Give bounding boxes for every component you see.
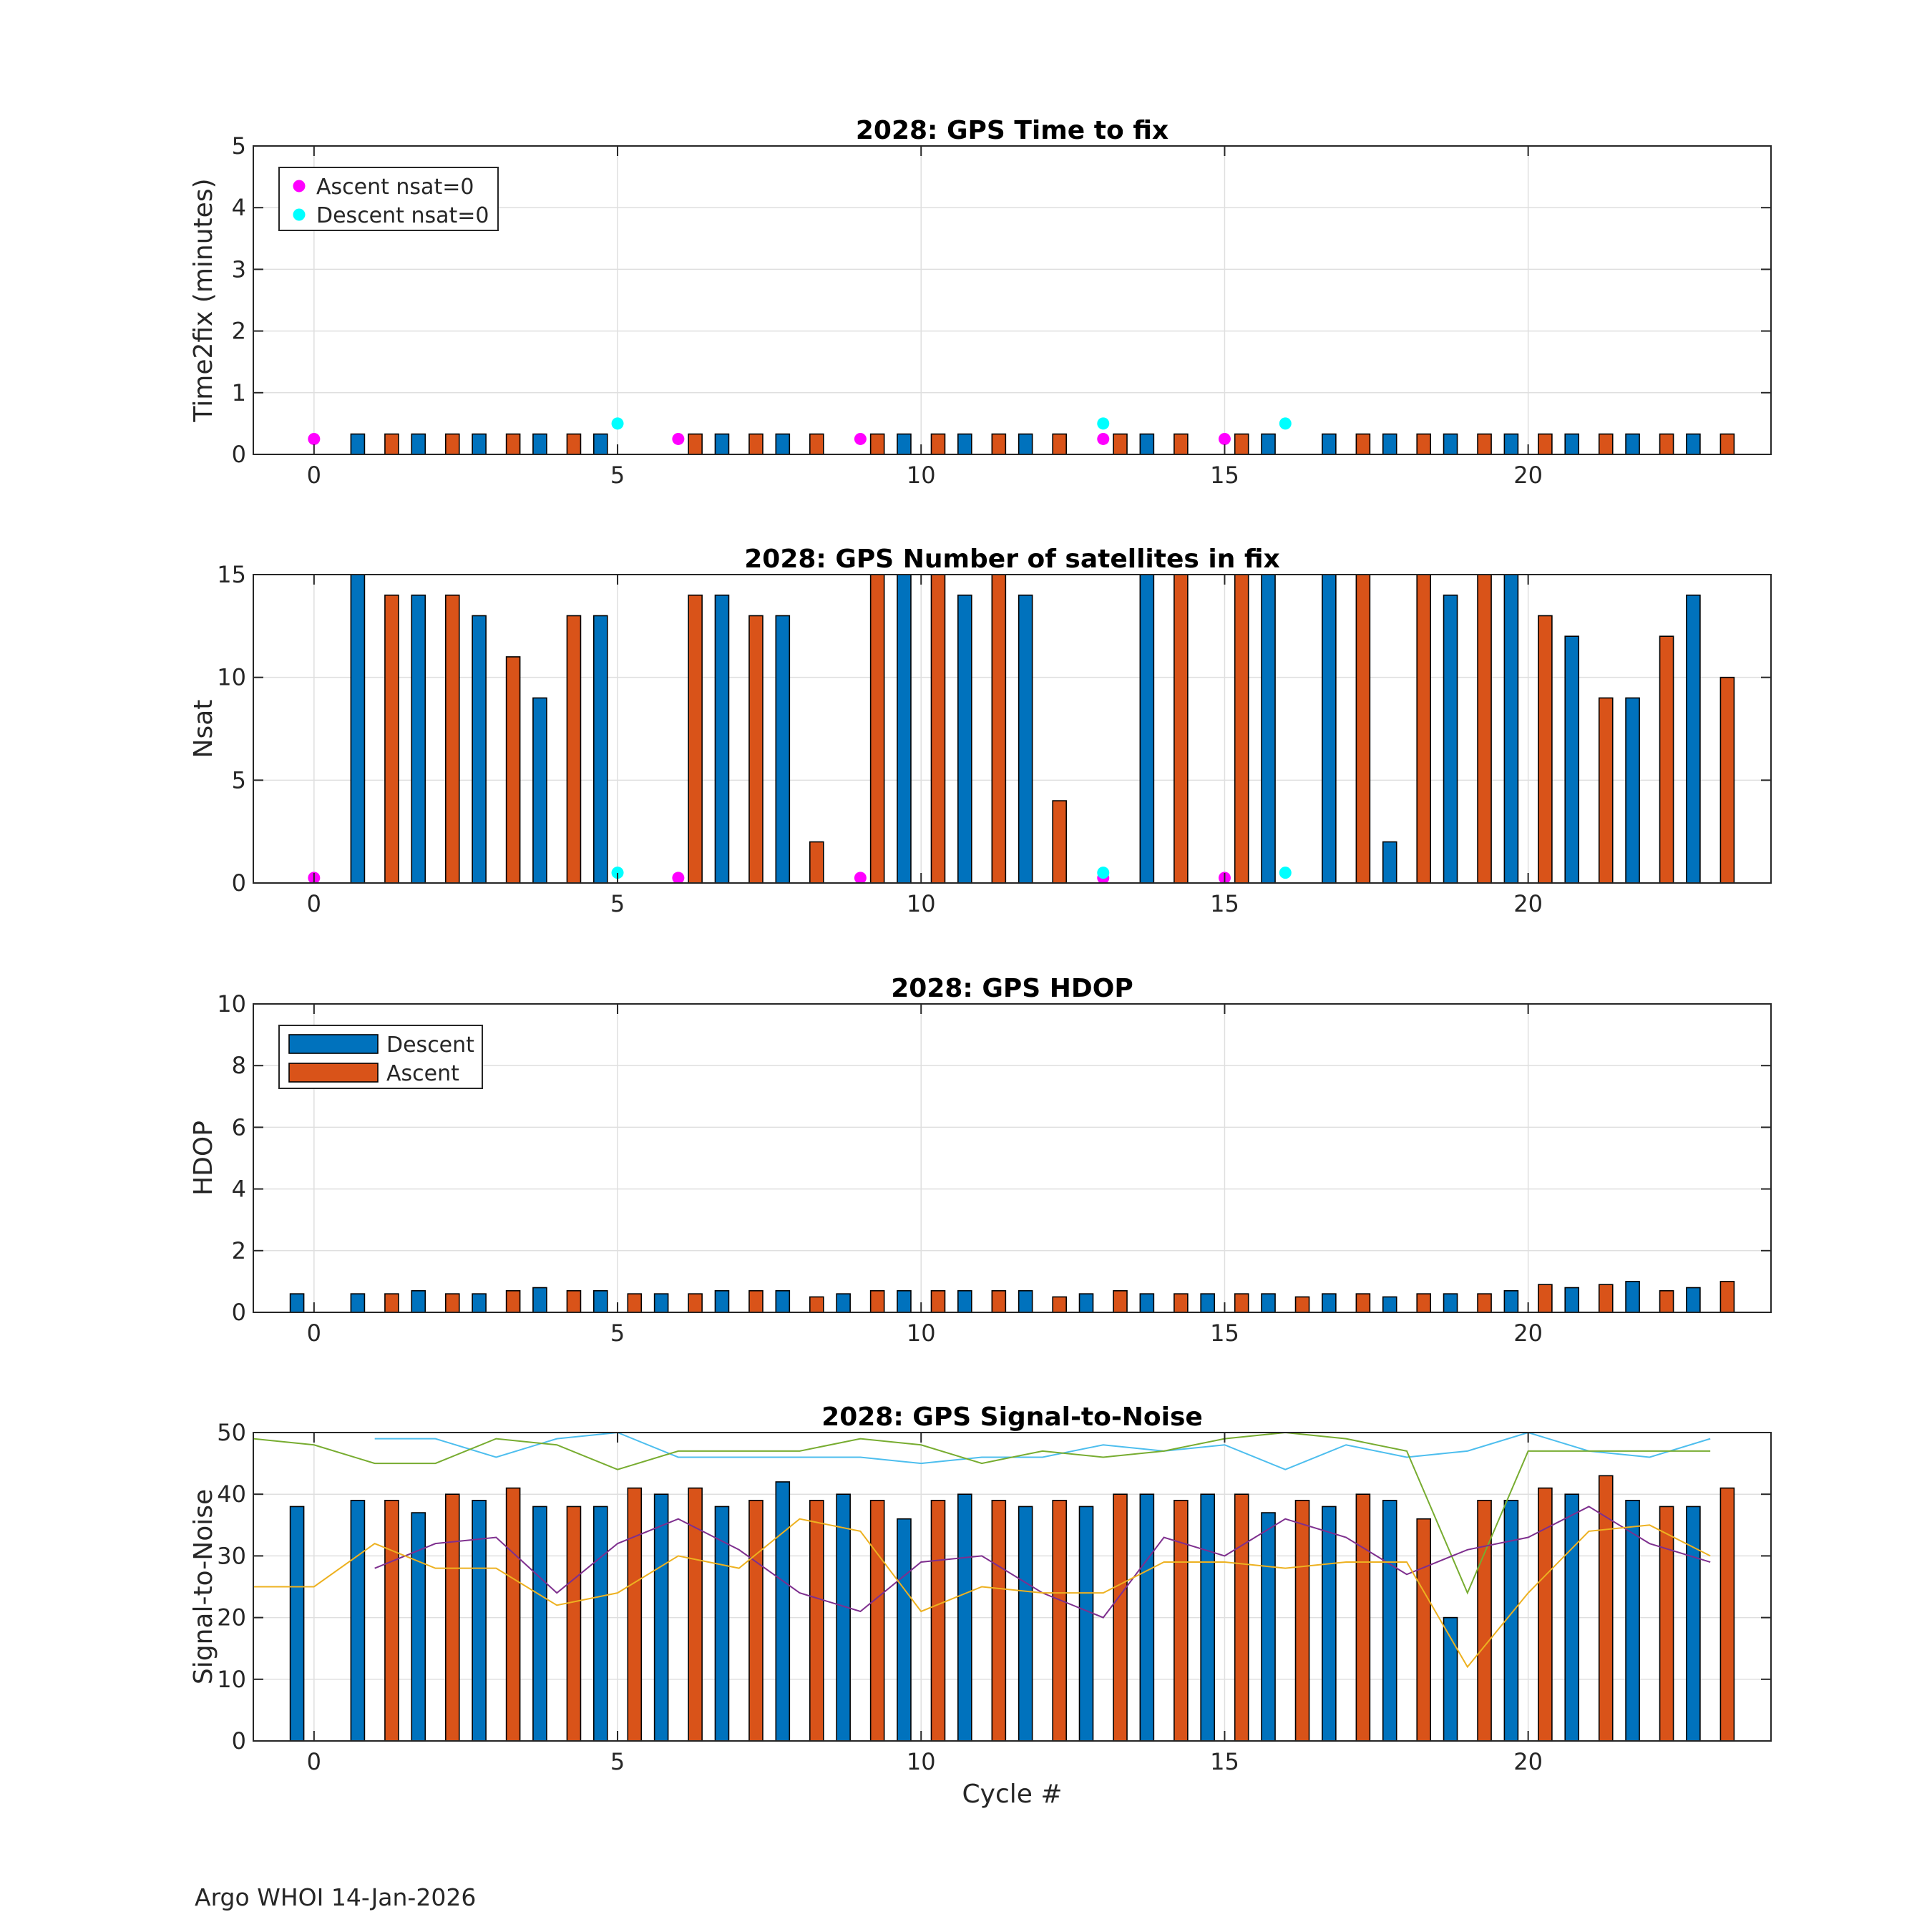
y-axis-label: HDOP — [189, 1121, 218, 1196]
bar-ascent-6 — [688, 1488, 702, 1741]
bar-ascent-8 — [810, 1501, 824, 1741]
bar-ascent-20 — [1538, 1284, 1552, 1312]
bar-ascent-14 — [1174, 1501, 1188, 1741]
bar-descent-0 — [291, 1506, 304, 1741]
plot-area — [308, 575, 1734, 884]
x-tick-label: 15 — [1210, 1319, 1239, 1347]
bar-ascent-3 — [507, 1488, 520, 1741]
bar-descent-10 — [897, 575, 911, 883]
marker-descent_nsat0-16 — [1279, 867, 1292, 879]
bar-descent-10 — [897, 434, 911, 454]
plot-area — [308, 417, 1734, 454]
legend-marker-ascent_nsat0 — [293, 180, 306, 192]
marker-descent_nsat0-13 — [1097, 417, 1109, 429]
bar-descent-5 — [594, 1291, 608, 1312]
x-tick-label: 5 — [610, 1319, 625, 1347]
bar-ascent-22 — [1660, 1291, 1674, 1312]
x-tick-label: 0 — [306, 890, 322, 917]
bar-descent-19 — [1444, 434, 1458, 454]
bar-ascent-7 — [749, 434, 763, 454]
bar-ascent-3 — [507, 657, 520, 883]
bar-descent-14 — [1140, 1494, 1153, 1741]
bar-ascent-3 — [507, 1291, 520, 1312]
x-tick-label: 0 — [306, 462, 322, 489]
bar-descent-16 — [1262, 434, 1275, 454]
bar-descent-9 — [836, 1494, 850, 1741]
marker-ascent_nsat0-9 — [854, 433, 867, 445]
bar-descent-13 — [1080, 1506, 1093, 1741]
bar-ascent-20 — [1538, 615, 1552, 883]
bar-ascent-18 — [1417, 575, 1430, 883]
marker-descent_nsat0-16 — [1279, 417, 1292, 429]
bar-descent-8 — [776, 1291, 789, 1312]
bar-descent-19 — [1444, 1618, 1458, 1741]
footer-label: Argo WHOI 14-Jan-2026 — [195, 1883, 477, 1911]
bar-ascent-1 — [385, 595, 399, 883]
axes-panel-1 — [189, 116, 1771, 489]
bar-descent-18 — [1383, 1501, 1397, 1741]
bar-ascent-2 — [446, 595, 459, 883]
bar-ascent-16 — [1296, 1297, 1309, 1312]
bar-descent-22 — [1626, 1282, 1639, 1312]
bar-ascent-19 — [1478, 575, 1491, 883]
bar-descent-18 — [1383, 434, 1397, 454]
axes-panel-4 — [189, 1402, 1771, 1809]
plot-area — [291, 1282, 1735, 1312]
bar-descent-12 — [1019, 1506, 1033, 1741]
bar-descent-20 — [1504, 1501, 1518, 1741]
bar-ascent-2 — [446, 1294, 459, 1312]
bar-descent-2 — [411, 1291, 425, 1312]
bar-ascent-2 — [446, 1494, 459, 1741]
bar-descent-17 — [1322, 434, 1336, 454]
bar-ascent-11 — [992, 1501, 1005, 1741]
bar-descent-23 — [1687, 1288, 1700, 1312]
x-tick-label: 20 — [1513, 1319, 1543, 1347]
x-tick-label: 20 — [1513, 462, 1543, 489]
bar-descent-21 — [1565, 636, 1579, 883]
bar-descent-6 — [655, 1494, 668, 1741]
bar-descent-17 — [1322, 575, 1336, 883]
bar-ascent-13 — [1113, 1291, 1127, 1312]
y-axis-label: Signal-to-Noise — [189, 1488, 218, 1685]
bar-descent-1 — [351, 1294, 364, 1312]
bar-ascent-4 — [567, 615, 580, 883]
bar-ascent-12 — [1053, 801, 1066, 883]
bar-descent-3 — [472, 615, 486, 883]
y-tick-label: 8 — [231, 1052, 246, 1080]
y-tick-label: 2 — [231, 1236, 246, 1264]
marker-ascent_nsat0-15 — [1219, 433, 1231, 445]
bar-ascent-21 — [1599, 1284, 1613, 1312]
bar-descent-21 — [1565, 1288, 1579, 1312]
bar-ascent-22 — [1660, 434, 1674, 454]
bar-ascent-23 — [1720, 678, 1734, 883]
bar-ascent-10 — [931, 575, 945, 883]
x-tick-label: 20 — [1513, 890, 1543, 917]
y-tick-label: 0 — [231, 869, 246, 897]
bar-descent-7 — [715, 595, 728, 883]
bar-ascent-14 — [1174, 1294, 1188, 1312]
bar-ascent-12 — [1053, 434, 1066, 454]
bar-descent-16 — [1262, 1513, 1275, 1741]
bar-descent-21 — [1565, 1494, 1579, 1741]
bar-descent-1 — [351, 575, 364, 883]
y-tick-label: 30 — [217, 1542, 246, 1570]
bar-ascent-11 — [992, 434, 1005, 454]
y-tick-label: 10 — [217, 1665, 246, 1693]
bar-ascent-8 — [810, 842, 824, 883]
marker-descent_nsat0-13 — [1097, 867, 1109, 879]
bar-descent-16 — [1262, 1294, 1275, 1312]
bar-ascent-22 — [1660, 636, 1674, 883]
bar-ascent-21 — [1599, 698, 1613, 883]
bar-ascent-5 — [628, 1488, 641, 1741]
y-tick-label: 4 — [231, 194, 246, 222]
bar-descent-8 — [776, 1482, 789, 1741]
bar-ascent-3 — [507, 434, 520, 454]
bar-ascent-1 — [385, 1294, 399, 1312]
bar-ascent-14 — [1174, 575, 1188, 883]
bar-ascent-1 — [385, 1501, 399, 1741]
bar-descent-12 — [1019, 434, 1033, 454]
bar-ascent-12 — [1053, 1297, 1066, 1312]
bar-descent-13 — [1080, 1294, 1093, 1312]
y-tick-label: 5 — [231, 132, 246, 160]
y-tick-label: 0 — [231, 1727, 246, 1755]
y-tick-label: 10 — [217, 990, 246, 1018]
bar-descent-2 — [411, 434, 425, 454]
marker-descent_nsat0-5 — [612, 417, 624, 429]
bar-descent-7 — [715, 1291, 728, 1312]
bar-descent-1 — [351, 1501, 364, 1741]
bar-ascent-9 — [871, 1291, 884, 1312]
bar-descent-18 — [1383, 1297, 1397, 1312]
bar-descent-14 — [1140, 575, 1153, 883]
bar-descent-22 — [1626, 434, 1639, 454]
bar-descent-4 — [533, 1288, 547, 1312]
bar-ascent-13 — [1113, 1494, 1127, 1741]
bar-descent-8 — [776, 615, 789, 883]
y-tick-label: 6 — [231, 1113, 246, 1141]
bar-ascent-6 — [688, 434, 702, 454]
bar-descent-20 — [1504, 434, 1518, 454]
chart-title: 2028: GPS Number of satellites in fix — [744, 545, 1280, 574]
bar-ascent-6 — [688, 1294, 702, 1312]
y-tick-label: 0 — [231, 441, 246, 468]
bar-ascent-18 — [1417, 1294, 1430, 1312]
bar-descent-21 — [1565, 434, 1579, 454]
bar-descent-10 — [897, 1291, 911, 1312]
x-tick-label: 15 — [1210, 890, 1239, 917]
bar-ascent-15 — [1235, 434, 1249, 454]
x-tick-label: 10 — [906, 462, 936, 489]
legend-label: Ascent — [386, 1061, 459, 1086]
y-tick-label: 4 — [231, 1175, 246, 1203]
bar-ascent-18 — [1417, 1519, 1430, 1741]
bar-descent-10 — [897, 1519, 911, 1741]
x-tick-label: 5 — [610, 462, 625, 489]
bar-descent-3 — [472, 1294, 486, 1312]
axes-panel-2 — [189, 545, 1771, 917]
bar-ascent-14 — [1174, 434, 1188, 454]
bar-ascent-23 — [1720, 1488, 1734, 1741]
y-axis-label: Nsat — [189, 699, 218, 758]
bar-ascent-16 — [1296, 1501, 1309, 1741]
bar-ascent-15 — [1235, 1494, 1249, 1741]
bar-ascent-12 — [1053, 1501, 1066, 1741]
bar-ascent-19 — [1478, 434, 1491, 454]
legend-swatch-ascent — [289, 1063, 378, 1082]
bar-descent-2 — [411, 595, 425, 883]
marker-ascent_nsat0-0 — [308, 433, 320, 445]
bar-descent-5 — [594, 615, 608, 883]
bar-ascent-9 — [871, 1501, 884, 1741]
bar-ascent-23 — [1720, 1282, 1734, 1312]
bar-ascent-4 — [567, 1506, 580, 1741]
y-axis-label: Time2fix (minutes) — [189, 178, 218, 422]
bar-ascent-15 — [1235, 1294, 1249, 1312]
y-tick-label: 15 — [217, 561, 246, 588]
bar-ascent-17 — [1356, 575, 1370, 883]
bar-ascent-19 — [1478, 1294, 1491, 1312]
bar-ascent-18 — [1417, 434, 1430, 454]
x-tick-label: 10 — [906, 1748, 936, 1775]
bar-descent-1 — [351, 434, 364, 454]
bar-ascent-8 — [810, 434, 824, 454]
legend-marker-descent_nsat0 — [293, 209, 306, 221]
bar-descent-15 — [1201, 1294, 1214, 1312]
bar-ascent-7 — [749, 1501, 763, 1741]
bar-ascent-17 — [1356, 434, 1370, 454]
bar-descent-23 — [1687, 434, 1700, 454]
x-tick-label: 5 — [610, 890, 625, 917]
bar-ascent-23 — [1720, 434, 1734, 454]
bar-descent-11 — [958, 1291, 972, 1312]
bar-ascent-2 — [446, 434, 459, 454]
bar-descent-9 — [836, 1294, 850, 1312]
chart-title: 2028: GPS Signal-to-Noise — [821, 1402, 1203, 1432]
bar-ascent-21 — [1599, 434, 1613, 454]
bar-descent-5 — [594, 434, 608, 454]
bar-descent-12 — [1019, 595, 1033, 883]
x-tick-label: 10 — [906, 890, 936, 917]
marker-ascent_nsat0-13 — [1097, 433, 1109, 445]
bar-ascent-8 — [810, 1297, 824, 1312]
x-tick-label: 5 — [610, 1748, 625, 1775]
bar-descent-22 — [1626, 698, 1639, 883]
x-tick-label: 10 — [906, 1319, 936, 1347]
bar-ascent-22 — [1660, 1506, 1674, 1741]
legend-label: Ascent nsat=0 — [316, 175, 474, 200]
bar-descent-20 — [1504, 575, 1518, 883]
bar-descent-5 — [594, 1506, 608, 1741]
legend-label: Descent nsat=0 — [316, 203, 489, 228]
bar-descent-18 — [1383, 842, 1397, 883]
bar-ascent-1 — [385, 434, 399, 454]
axes-panel-3 — [189, 974, 1771, 1347]
legend-label: Descent — [386, 1033, 474, 1058]
bar-descent-4 — [533, 1506, 547, 1741]
y-tick-label: 10 — [217, 663, 246, 691]
bar-descent-4 — [533, 434, 547, 454]
bar-descent-6 — [655, 1294, 668, 1312]
bar-descent-16 — [1262, 575, 1275, 883]
bar-descent-17 — [1322, 1506, 1336, 1741]
bar-ascent-4 — [567, 1291, 580, 1312]
bar-descent-11 — [958, 595, 972, 883]
bar-ascent-7 — [749, 1291, 763, 1312]
bar-ascent-9 — [871, 434, 884, 454]
bar-ascent-9 — [871, 575, 884, 883]
bar-ascent-10 — [931, 1291, 945, 1312]
x-tick-label: 20 — [1513, 1748, 1543, 1775]
x-tick-label: 0 — [306, 1748, 322, 1775]
bar-ascent-10 — [931, 434, 945, 454]
marker-ascent_nsat0-9 — [854, 872, 867, 884]
bar-descent-2 — [411, 1513, 425, 1741]
bar-descent-14 — [1140, 434, 1153, 454]
bar-ascent-13 — [1113, 434, 1127, 454]
bar-descent-19 — [1444, 1294, 1458, 1312]
marker-ascent_nsat0-6 — [672, 872, 684, 884]
bar-descent-4 — [533, 698, 547, 883]
bar-descent-23 — [1687, 595, 1700, 883]
bar-descent-12 — [1019, 1291, 1033, 1312]
y-tick-label: 0 — [231, 1299, 246, 1326]
bar-descent-20 — [1504, 1291, 1518, 1312]
bar-ascent-7 — [749, 615, 763, 883]
legend-swatch-descent — [289, 1035, 378, 1053]
y-tick-label: 3 — [231, 255, 246, 283]
bar-ascent-20 — [1538, 434, 1552, 454]
bar-ascent-19 — [1478, 1501, 1491, 1741]
x-tick-label: 0 — [306, 1319, 322, 1347]
bar-ascent-17 — [1356, 1494, 1370, 1741]
bar-ascent-17 — [1356, 1294, 1370, 1312]
chart-title: 2028: GPS HDOP — [891, 974, 1133, 1003]
y-tick-label: 20 — [217, 1604, 246, 1631]
bar-descent-11 — [958, 1494, 972, 1741]
bar-descent-14 — [1140, 1294, 1153, 1312]
y-tick-label: 2 — [231, 317, 246, 345]
y-tick-label: 40 — [217, 1480, 246, 1508]
bar-ascent-11 — [992, 1291, 1005, 1312]
bar-descent-3 — [472, 1501, 486, 1741]
bar-ascent-10 — [931, 1501, 945, 1741]
y-tick-label: 1 — [231, 379, 246, 406]
bar-ascent-4 — [567, 434, 580, 454]
legend — [279, 167, 498, 230]
x-axis-label: Cycle # — [962, 1780, 1063, 1809]
bar-ascent-5 — [628, 1294, 641, 1312]
bar-descent-3 — [472, 434, 486, 454]
bar-descent-11 — [958, 434, 972, 454]
bar-descent-19 — [1444, 595, 1458, 883]
plot-area — [253, 1433, 1734, 1741]
bar-ascent-6 — [688, 595, 702, 883]
y-tick-label: 5 — [231, 766, 246, 794]
bar-descent-8 — [776, 434, 789, 454]
legend — [279, 1025, 482, 1088]
bar-descent-17 — [1322, 1294, 1336, 1312]
bar-ascent-15 — [1235, 575, 1249, 883]
bar-ascent-11 — [992, 575, 1005, 883]
bar-ascent-21 — [1599, 1475, 1613, 1741]
bar-descent-0 — [291, 1294, 304, 1312]
marker-ascent_nsat0-6 — [672, 433, 684, 445]
x-tick-label: 15 — [1210, 1748, 1239, 1775]
y-tick-label: 50 — [217, 1419, 246, 1446]
x-tick-label: 15 — [1210, 462, 1239, 489]
bar-descent-23 — [1687, 1506, 1700, 1741]
bar-descent-15 — [1201, 1494, 1214, 1741]
chart-title: 2028: GPS Time to fix — [855, 116, 1169, 145]
bar-descent-7 — [715, 434, 728, 454]
